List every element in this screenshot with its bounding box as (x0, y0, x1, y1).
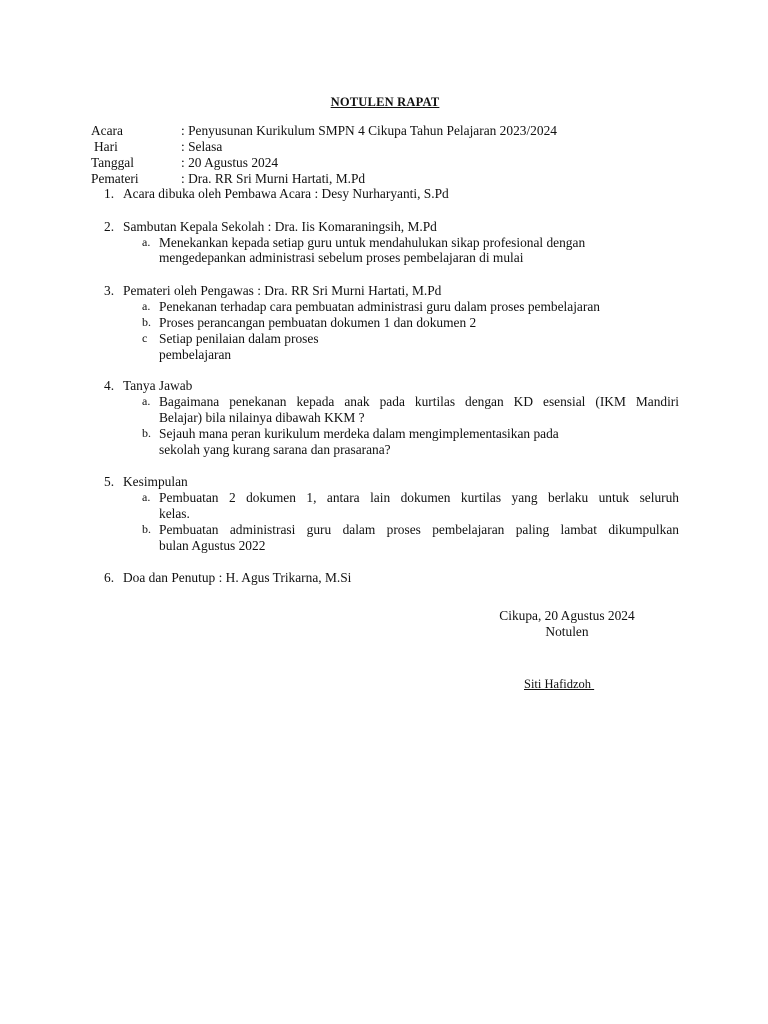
item-text: Sambutan Kepala Sekolah : Dra. Iis Komaraningsih, M.Pd (123, 219, 437, 234)
sub-item-letter: b. (142, 426, 151, 440)
sub-item-text-span: Pembuatan 2 dokumen 1, antara lain dokumen kurtilas yang berlaku untuk seluruh (159, 490, 679, 505)
item-number: 6. (104, 570, 115, 585)
sub-item-text: Proses perancangan pembuatan dokumen 1 dan dokumen 2 (159, 315, 477, 330)
item-number: 4. (104, 378, 115, 393)
item-number: 2. (104, 219, 115, 234)
item-text: Kesimpulan (123, 474, 188, 489)
item-number: 5. (104, 474, 115, 489)
sub-item-text (159, 393, 679, 410)
item-text: Pemateri oleh Pengawas : Dra. RR Sri Murni Hartati, M.Pd (123, 283, 442, 298)
sub-item-text-span: Pembuatan administrasi guru dalam proses pembelajaran paling lambat dikumpulkan (159, 522, 679, 537)
sub-item-text: sekolah yang kurang sarana dan prasarana? (159, 442, 391, 457)
document-title: NOTULEN RAPAT (330, 95, 440, 109)
sub-item-text (159, 489, 679, 506)
sub-item-text: Belajar) bila nilainya dibawah KKM ? (159, 410, 365, 425)
meta-acara-value: : Penyusunan Kurikulum SMPN 4 Cikupa Tahun Pelajaran 2023/2024 (181, 123, 557, 138)
sub-item-letter: c (142, 331, 148, 345)
sub-item-text: Sejauh mana peran kurikulum merdeka dalam mengimplementasikan pada (159, 426, 559, 441)
item-text: Tanya Jawab (123, 378, 193, 393)
meta-tanggal-label: Tanggal (91, 155, 134, 170)
meta-hari-label: Hari (94, 139, 118, 154)
sub-item-letter: b. (142, 522, 151, 536)
item-text: Acara dibuka oleh Pembawa Acara : Desy Nurharyanti, S.Pd (123, 186, 449, 201)
meta-pemateri-label: Pemateri (91, 171, 139, 186)
sub-item-text (159, 521, 679, 538)
item-number: 1. (104, 186, 115, 201)
sub-item-text: Menekankan kepada setiap guru untuk mendahulukan sikap profesional dengan (159, 235, 586, 250)
sub-item-letter: a. (142, 299, 151, 313)
item-text: Doa dan Penutup : H. Agus Trikarna, M.Si (123, 570, 352, 585)
sub-item-text: pembelajaran (159, 347, 232, 362)
sub-item-text: kelas. (159, 506, 190, 521)
sub-item-letter: a. (142, 490, 151, 504)
sub-item-text: Setiap penilaian dalam proses (159, 331, 319, 346)
signature-name: Siti Hafidzoh (524, 677, 595, 691)
meta-acara-label: Acara (91, 123, 123, 138)
sub-item-letter: a. (142, 235, 151, 249)
item-number: 3. (104, 283, 115, 298)
meta-tanggal-value: : 20 Agustus 2024 (181, 155, 279, 170)
signature-role: Notulen (545, 624, 589, 639)
sub-item-text: Penekanan terhadap cara pembuatan administrasi guru dalam proses pembelajaran (159, 299, 600, 314)
sub-item-text-span: Bagaimana penekanan kepada anak pada kurtilas dengan KD esensial (IKM Mandiri (159, 394, 679, 409)
sub-item-letter: b. (142, 315, 151, 329)
sub-item-text: mengedepankan administrasi sebelum proses pembelajaran di mulai (159, 250, 524, 265)
sub-item-letter: a. (142, 394, 151, 408)
meta-hari-value: : Selasa (181, 139, 223, 154)
sub-item-text: bulan Agustus 2022 (159, 538, 266, 553)
signature-place-date: Cikupa, 20 Agustus 2024 (499, 608, 635, 623)
meta-pemateri-value: : Dra. RR Sri Murni Hartati, M.Pd (181, 171, 366, 186)
